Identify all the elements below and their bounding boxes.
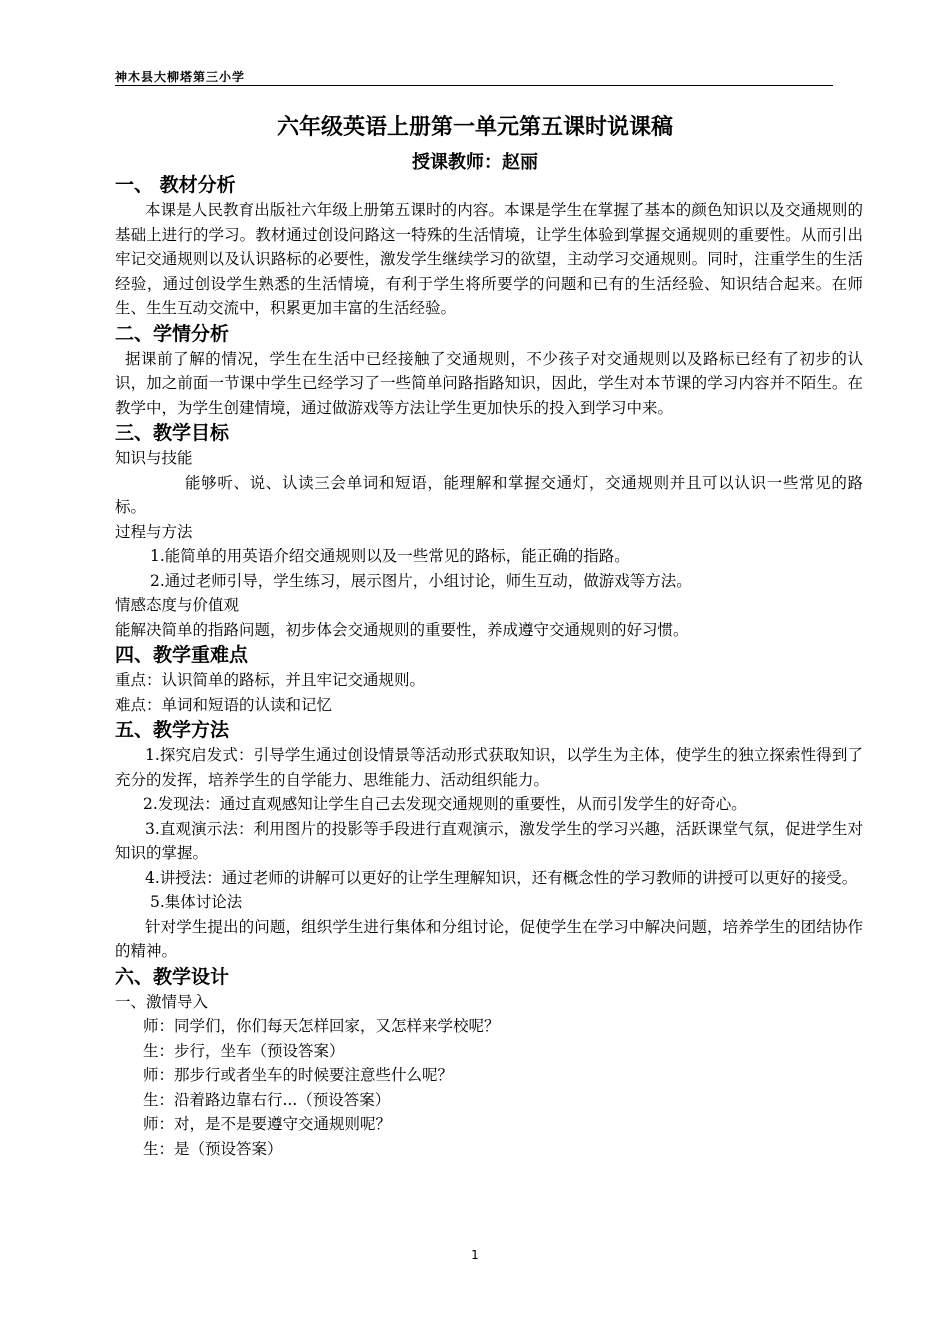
teacher-line: 授课教师：赵丽 [412, 152, 538, 173]
section-heading-2: 二、学情分析 [115, 322, 230, 345]
subheading-knowledge: 知识与技能 [115, 449, 193, 467]
method-5: 5.集体讨论法 [150, 893, 243, 911]
section-heading-3: 三、教学目标 [115, 422, 230, 444]
document-body [115, 172, 863, 1161]
method-5-paragraph: 针对学生提出的问题，组织学生进行集体和分组讨论，促使学生在学习中解决问题，培养学生的团结协作的精神。 [115, 917, 863, 960]
subheading-attitude: 情感态度与价值观 [115, 596, 240, 614]
difficult-point: 难点：单词和短语的认读和记忆 [115, 695, 333, 714]
section-heading-4: 四、教学重难点 [115, 644, 249, 666]
dialogue-line: 生：步行，坐车（预设答案） [143, 1041, 345, 1060]
process-item-2: 2.通过老师引导，学生练习，展示图片，小组讨论，师生互动，做游戏等方法。 [150, 571, 692, 590]
section-1-paragraph: 本课是人民教育出版社六年级上册第五课时的内容。本课是学生在掌握了基本的颜色知识以及交通规则的基础上进行的学习。教材通过创设问路这一特殊的生活情境，让学生体验到掌握交通规则的重要性。从而引出牢记交通规则以及认识路标的必要性，激发学生继续学习的欲望，主动学习交通规则。同时，注重学生的生活经验，通过创设学生熟悉的生活情境，有利于学生将所要学的问题和已有的生活经验、知识结合起来。在师生、生生互动交流中，积累更加丰富的生活经验。 [115, 201, 863, 317]
header-school: 神木县大柳塔第三小学 [115, 70, 246, 84]
method-3: 3.直观演示法：利用图片的投影等手段进行直观演示，激发学生的学习兴趣，活跃课堂气氛，促进学生对知识的掌握。 [115, 819, 863, 862]
method-4: 4.讲授法：通过老师的讲解可以更好的让学生理解知识，还有概念性的学习教师的讲授可以更好的接受。 [145, 868, 858, 887]
knowledge-paragraph: 能够听、说、认读三会单词和短语，能理解和掌握交通灯，交通规则并且可以认识一些常见的路标。 [115, 473, 863, 516]
subheading-intro: 一、激情导入 [115, 992, 209, 1011]
key-point: 重点：认识简单的路标，并且牢记交通规则。 [115, 671, 426, 689]
method-2: 2.发现法：通过直观感知让学生自己去发现交通规则的重要性，从而引发学生的好奇心。 [143, 795, 747, 813]
dialogue-line: 师：同学们，你们每天怎样回家，又怎样来学校呢？ [143, 1017, 500, 1035]
process-item-1: 1.能简单的用英语介绍交通规则以及一些常见的路标，能正确的指路。 [150, 547, 630, 565]
header-rule [115, 85, 833, 86]
section-heading-6: 六、教学设计 [115, 965, 230, 988]
document-title: 六年级英语上册第一单元第五课时说课稿 [276, 115, 673, 140]
section-heading-5: 五、教学方法 [115, 719, 230, 741]
dialogue-line: 师：对，是不是要遵守交通规则呢？ [143, 1115, 392, 1133]
page-number: 1 [471, 1248, 479, 1262]
attitude-paragraph: 能解决简单的指路问题，初步体会交通规则的重要性，养成遵守交通规则的好习惯。 [115, 620, 689, 639]
dialogue-line: 师：那步行或者坐车的时候要注意些什么呢？ [143, 1066, 454, 1084]
section-2-paragraph: 据课前了解的情况，学生在生活中已经接触了交通规则，不少孩子对交通规则以及路标已经有了初步的认识，加之前面一节课中学生已经学习了一些简单问路指路知识，因此，学生对本节课的学习内容并不陌生。在教学中，为学生创建情境，通过做游戏等方法让学生更加快乐的投入到学习中来。 [115, 349, 863, 417]
method-1: 1.探究启发式：引导学生通过创设情景等活动形式获取知识，以学生为主体，使学生的独立探索性得到了充分的发挥，培养学生的自学能力、思维能力、活动组织能力。 [115, 746, 863, 789]
dialogue-line: 生：沿着路边靠右行...（预设答案） [143, 1090, 391, 1109]
dialogue-line: 生：是（预设答案） [143, 1139, 283, 1158]
section-heading-1: 一、 教材分析 [115, 174, 236, 196]
subheading-process: 过程与方法 [115, 522, 193, 541]
